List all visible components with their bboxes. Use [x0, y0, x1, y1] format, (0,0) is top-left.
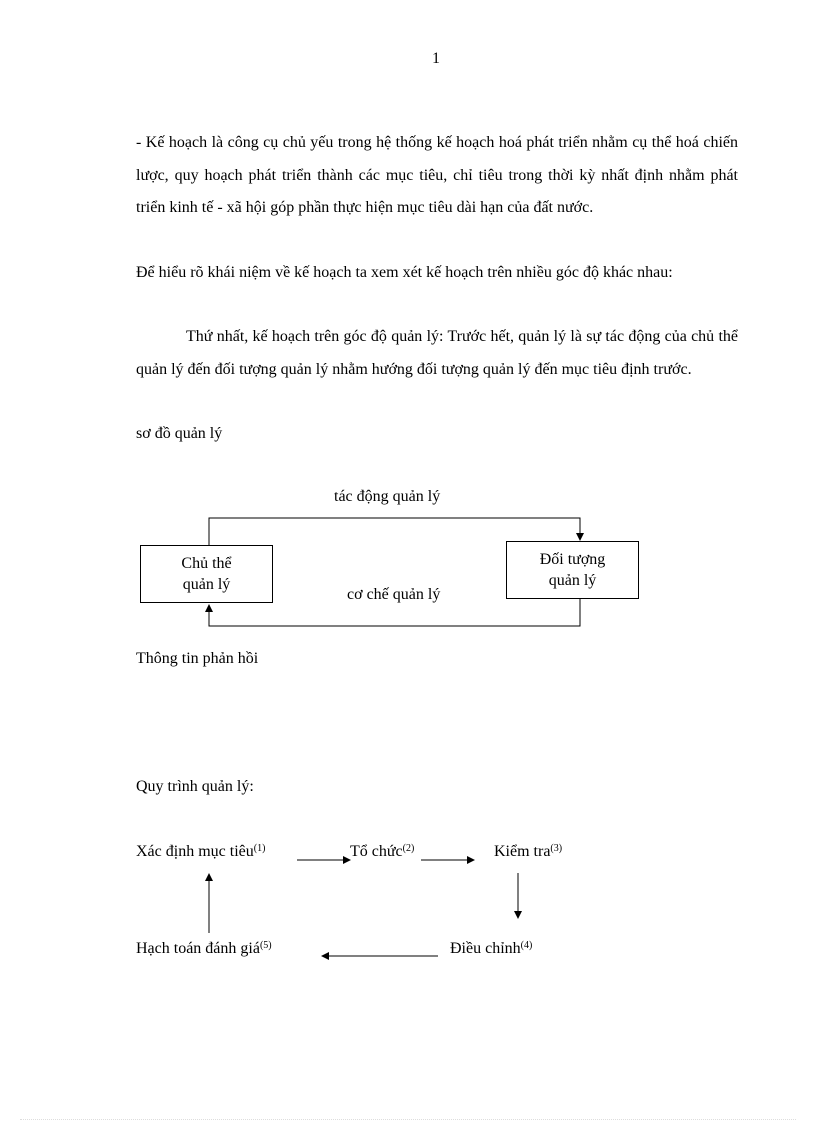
- process-step-5-label: Hạch toán đánh giá: [136, 940, 260, 957]
- paragraph-plan-definition: - Kế hoạch là công cụ chủ yếu trong hệ thống kế hoạch hoá phát triển nhằm cụ thể hoá chiến lược, quy hoạch phát triển thành các mục tiêu, chỉ tiêu trong thời kỳ nhất định nhằm phát triển kinh tế - xã hội góp phần thực hiện mục tiêu dài hạn của đất nước.: [136, 134, 738, 216]
- object-box-line1: Đối tượng: [539, 551, 606, 568]
- feedback-label: Thông tin phản hồi: [136, 650, 259, 667]
- mechanism-label: cơ chế quản lý: [347, 586, 441, 603]
- subject-box-line2: quản lý: [182, 576, 231, 593]
- process-step-2-label: Tổ chức: [350, 843, 403, 860]
- process-heading: Quy trình quản lý:: [136, 778, 254, 795]
- process-step-1: [136, 843, 265, 861]
- object-box: [506, 541, 639, 599]
- process-step-3-number: (3): [550, 843, 563, 854]
- process-step-5: [136, 940, 272, 958]
- process-step-4-number: (4): [520, 940, 533, 951]
- page-number: 1: [432, 50, 440, 67]
- process-step-5-number: (5): [259, 940, 272, 951]
- process-step-4: [450, 940, 532, 958]
- paragraph-perspectives: Để hiểu rõ khái niệm về kế hoạch ta xem xét kế hoạch trên nhiều góc độ khác nhau:: [136, 264, 673, 281]
- paragraph-management-angle: Thứ nhất, kế hoạch trên góc độ quản lý: Trước hết, quản lý là sự tác động của chủ thể quản lý đến đối tượng quản lý nhằm hướng đối tượng quản lý đến mục tiêu định trước.: [136, 328, 738, 378]
- process-step-1-label: Xác định mục tiêu: [136, 843, 254, 860]
- subject-box: [140, 545, 273, 603]
- process-step-3: [494, 843, 562, 861]
- process-step-1-number: (1): [253, 843, 266, 854]
- object-box-line2: quản lý: [548, 572, 597, 589]
- process-step-2-number: (2): [402, 843, 415, 854]
- page-bottom-rule: [20, 1119, 796, 1120]
- process-step-3-label: Kiểm tra: [494, 843, 551, 860]
- process-step-2: [350, 843, 414, 861]
- action-label: tác động quản lý: [334, 488, 441, 505]
- subject-box-line1: Chủ thể: [181, 555, 232, 572]
- diagram-caption: sơ đồ quản lý: [136, 425, 223, 442]
- process-step-4-label: Điều chỉnh: [450, 940, 521, 957]
